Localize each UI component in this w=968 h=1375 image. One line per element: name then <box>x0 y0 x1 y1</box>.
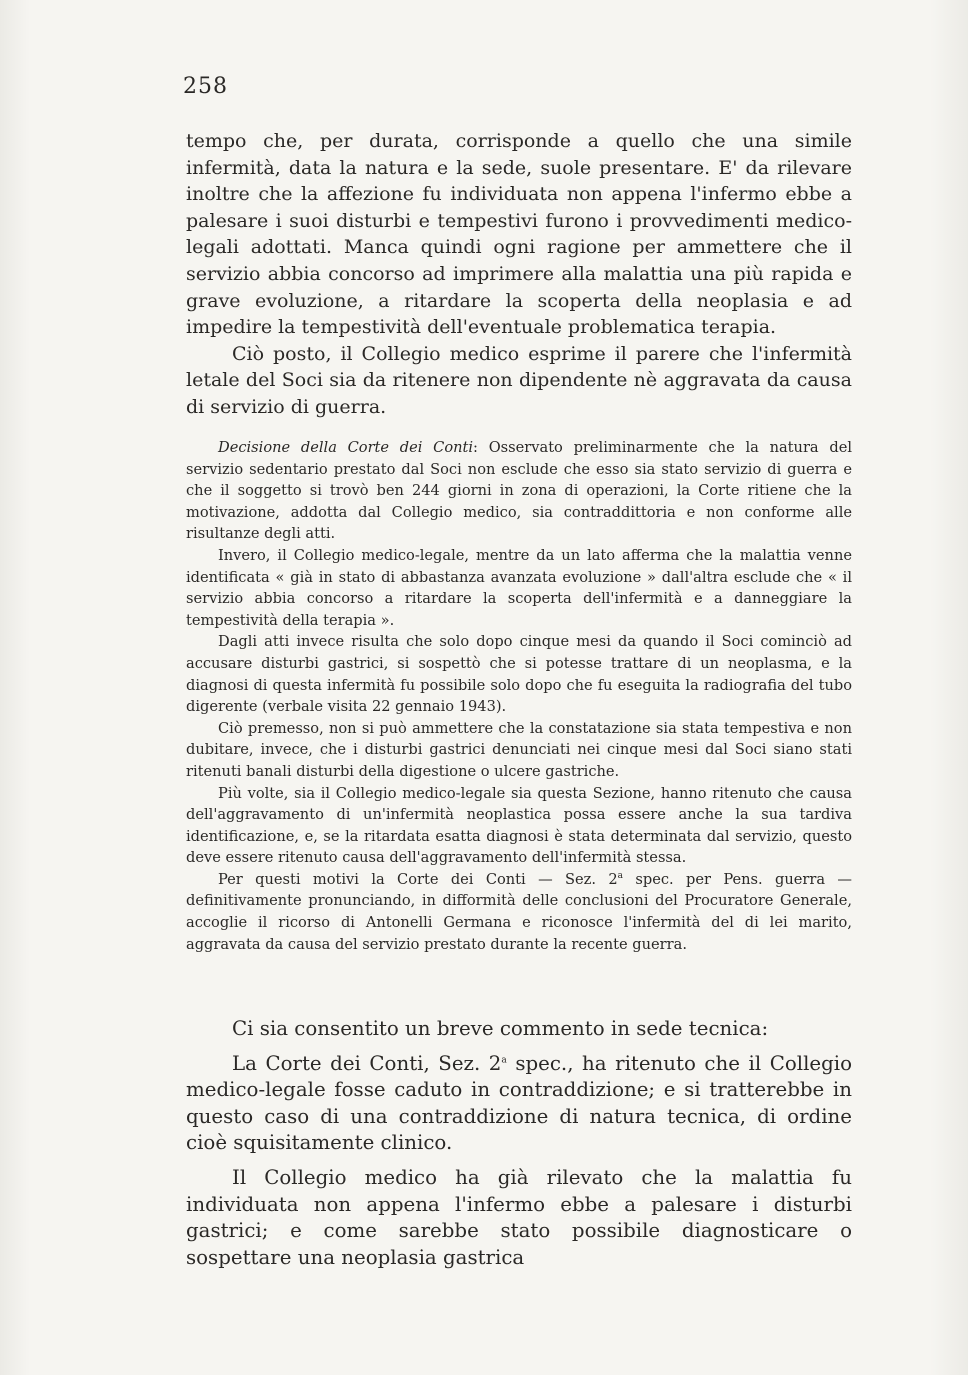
paragraph <box>186 869 852 955</box>
paragraph: Ciò premesso, non si può ammettere che la constatazione sia stata tempestiva e non dubitare, invece, che i disturbi gastrici denunciati nei cinque mesi dal Soci siano stati ritenuti banali disturbi della digestione o ulcere gastriche. <box>186 719 852 780</box>
commentary-text <box>186 1016 852 1271</box>
paragraph <box>186 1051 852 1157</box>
court-decision-text <box>186 437 852 955</box>
paragraph <box>186 437 852 545</box>
paragraph: Dagli atti invece risulta che solo dopo cinque mesi da quando il Soci cominciò ad accusare disturbi gastrici, si sospettò che si potesse trattare di un neoplasma, e la diagnosi di questa infermità fu possibile solo dopo che fu eseguita la radiografia del tubo digerente (verbale visita 22 gennaio 1943). <box>186 633 852 716</box>
page-number: 258 <box>183 74 228 99</box>
paragraph-text: La Corte dei Conti, Sez. 2 <box>232 1051 502 1075</box>
paragraph: Più volte, sia il Collegio medico-legale sia questa Sezione, hanno ritenuto che causa dell'aggravamento di un'infermità neoplastica possa essere anche la sua tardiva identificazione, e, se la ritardata esatta diagnosi è stata determinata dal servizio, questo deve essere ritenuto causa dell'aggravamento dell'infermità stessa. <box>186 784 852 867</box>
decision-heading: Decisione della Corte dei Conti <box>218 439 474 456</box>
paragraph-text: spec., ha ritenuto che il Collegio medico-legale fosse caduto in contraddizione; e si tratterebbe in questo caso di una contraddizione di natura tecnica, di ordine cioè squisitamente clinico. <box>186 1051 853 1155</box>
paragraph-text: Per questi motivi la Corte dei Conti — Sez. 2 <box>218 870 618 888</box>
superscript: a <box>617 871 624 882</box>
paragraph: tempo che, per durata, corrisponde a quello che una simile infermità, data la natura e la sede, suole presentare. E' da rilevare inoltre che la affezione fu individuata non appena l'infermo ebbe a palesare i suoi disturbi e tempestivi furono i provvedimenti medico-legali adottati. Manca quindi ogni ragione per ammettere che il servizio abbia concorso ad imprimere alla malattia una più rapida e grave evoluzione, a ritardare la scoperta della neoplasia e ad impedire la tempestività dell'eventuale problematica terapia. <box>186 130 852 339</box>
paragraph: Il Collegio medico ha già rilevato che la malattia fu individuata non appena l'infermo ebbe a palesare i disturbi gastrici; e come sarebbe stato possibile diagnosticare o sospettare una neoplasia gastrica <box>186 1165 852 1269</box>
commentary-intro: Ci sia consentito un breve commento in sede tecnica: <box>232 1017 769 1040</box>
superscript: a <box>501 1055 507 1065</box>
paragraph: Ciò posto, il Collegio medico esprime il parere che l'infermità letale del Soci sia da ritenere non dipendente nè aggravata da causa di servizio di guerra. <box>186 342 852 418</box>
paragraph: Invero, il Collegio medico-legale, mentre da un lato afferma che la malattia venne identificata « già in stato di abbastanza avanzata evoluzione » dall'altra esclude che « il servizio abbia concorso a ritardare la scoperta dell'infermità e a danneggiare la tempestività della terapia ». <box>186 546 852 629</box>
medical-opinion-text <box>186 128 852 421</box>
paragraph-text: spec. per Pens. guerra — definitivamente pronunciando, in difformità delle conclusioni del Procuratore Generale, accoglie il ricorso di Antonelli Germana e riconosce l'infermità del di lei marito, aggravata da causa del servizio prestato durante la recente guerra. <box>186 870 852 953</box>
paragraph-text: : Osservato preliminarmente che la natura del servizio sedentario prestato dal Soci non esclude che esso sia stato servizio di guerra e che il soggetto si trovò ben 244 giorni in zona di operazioni, la Corte ritiene che la motivazione, addotta dal Collegio medico, sia contraddittoria e non conforme alle risultanze degli atti. <box>186 439 852 543</box>
